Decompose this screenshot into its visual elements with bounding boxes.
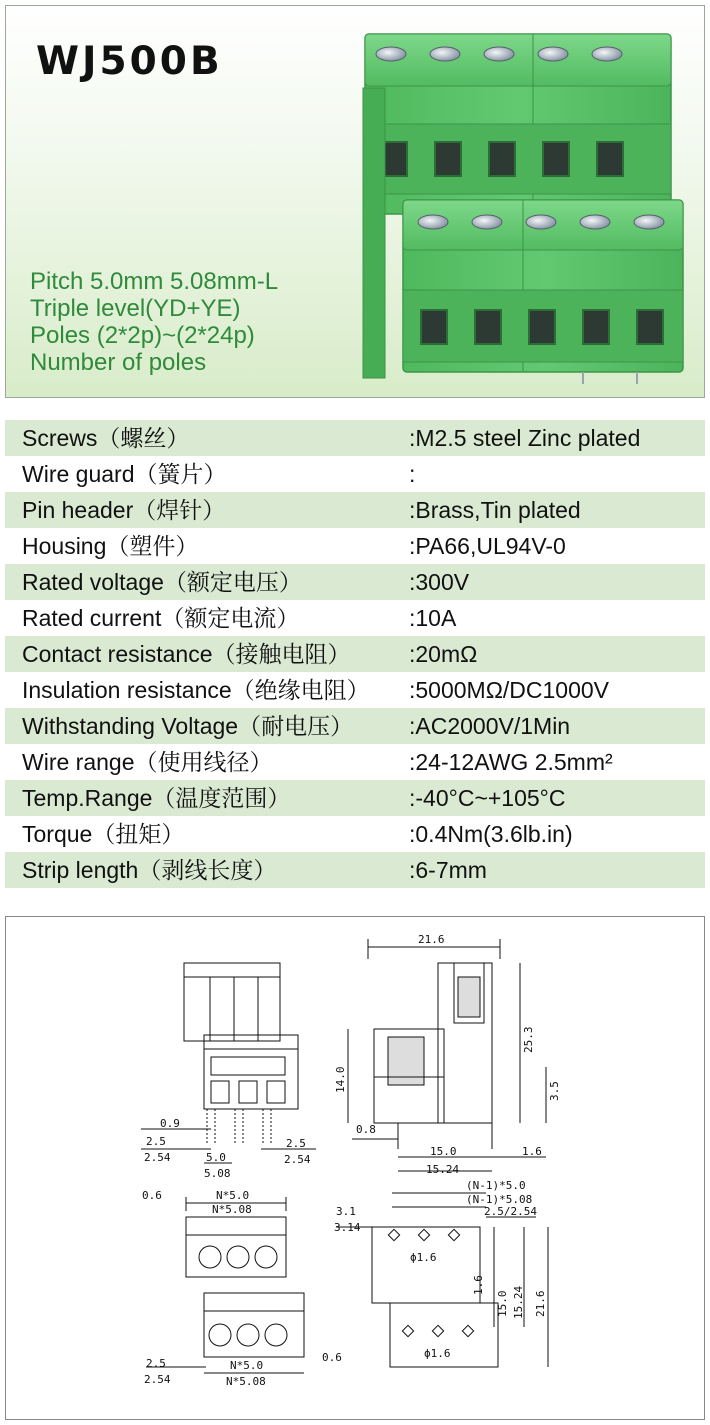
- spec-row: [5, 492, 705, 528]
- spec-value: :-40°C~+105°C: [409, 785, 566, 811]
- spec-label: Withstanding Voltage（耐电压）: [22, 713, 354, 739]
- dim-label: 14.0: [334, 1066, 347, 1093]
- spec-row: [5, 636, 705, 672]
- spec-value: :: [409, 461, 416, 487]
- model-title: WJ500B: [36, 39, 223, 84]
- lower-block: [403, 200, 683, 384]
- dim-label: N*5.0: [230, 1359, 264, 1372]
- dim-label: 21.6: [418, 933, 445, 946]
- spec-value: :24-12AWG 2.5mm²: [409, 749, 613, 775]
- spec-label: Strip length（剥线长度）: [22, 857, 277, 883]
- drawing-canvas: [6, 917, 706, 1421]
- technical-drawing: [5, 916, 705, 1420]
- spec-row: [5, 744, 705, 780]
- spec-row: [5, 456, 705, 492]
- dim-label: 3.1: [336, 1205, 356, 1218]
- dim-label: 0.8: [356, 1123, 376, 1136]
- spec-value: :20mΩ: [409, 641, 478, 667]
- solder-pins: [583, 372, 637, 384]
- dim-label: N*5.08: [226, 1375, 266, 1388]
- dim-label: 15.0: [430, 1145, 457, 1158]
- dim-label: 21.6: [534, 1290, 547, 1317]
- spec-value: :0.4Nm(3.6lb.in): [409, 821, 573, 847]
- dim-label: 2.5: [146, 1135, 166, 1148]
- spec-label: Torque（扭矩）: [22, 821, 185, 847]
- spec-label: Pin header（焊针）: [22, 497, 226, 523]
- feature-level: Triple level(YD+YE): [30, 295, 241, 322]
- spec-row: [5, 420, 705, 456]
- dim-label: ϕ1.6: [410, 1251, 437, 1264]
- feature-list: [30, 268, 278, 376]
- spec-value: :PA66,UL94V-0: [409, 533, 566, 559]
- spec-row: [5, 600, 705, 636]
- dim-label: 15.0: [496, 1290, 509, 1317]
- side-view: [348, 939, 546, 1171]
- spec-value: :5000MΩ/DC1000V: [409, 677, 610, 703]
- product-banner: [5, 5, 705, 398]
- dim-label: 0.9: [160, 1117, 180, 1130]
- dim-label: 3.5: [548, 1081, 561, 1101]
- feature-number-of-poles: Number of poles: [30, 349, 207, 376]
- dim-label: 2.54: [144, 1151, 171, 1164]
- dim-label: 5.08: [204, 1167, 231, 1180]
- feature-pitch: Pitch 5.0mm 5.08mm-L: [30, 268, 279, 295]
- spec-row: [5, 780, 705, 816]
- product-photo: [351, 28, 691, 388]
- dim-label: 15.24: [512, 1285, 525, 1319]
- dim-label: (N-1)*5.08: [466, 1193, 533, 1206]
- spec-label: Wire range（使用线径）: [22, 749, 273, 775]
- spec-label: Rated current（额定电流）: [22, 605, 300, 631]
- spec-value: :Brass,Tin plated: [409, 497, 581, 523]
- dim-label: 2.5: [286, 1137, 306, 1150]
- pcb-holes: [388, 1229, 473, 1336]
- dim-label: 2.54: [144, 1373, 171, 1386]
- feature-poles: Poles (2*2p)~(2*24p): [30, 322, 255, 349]
- spec-value: :M2.5 steel Zinc plated: [409, 425, 641, 451]
- dim-label: 25.3: [522, 1026, 535, 1053]
- spec-row: [5, 564, 705, 600]
- front-view: [141, 963, 316, 1163]
- spec-label: Temp.Range（温度范围）: [22, 785, 291, 811]
- dim-label: 2.5/2.54: [484, 1205, 537, 1218]
- dim-label: 2.5: [146, 1357, 166, 1370]
- dim-label: 5.0: [206, 1151, 226, 1164]
- dim-label: 15.24: [426, 1163, 460, 1176]
- dim-label: 2.54: [284, 1153, 311, 1166]
- pcb-layout: [336, 1193, 548, 1367]
- dim-label: ϕ1.6: [424, 1347, 451, 1360]
- dim-label: 0.6: [142, 1189, 162, 1202]
- top-view: [146, 1197, 304, 1373]
- spec-label: Housing（塑件）: [22, 533, 199, 559]
- spec-row: [5, 708, 705, 744]
- spec-value: :AC2000V/1Min: [409, 713, 571, 739]
- spec-label: Wire guard（簧片）: [22, 461, 227, 487]
- spec-value: :6-7mm: [409, 857, 487, 883]
- dim-label: 0.6: [322, 1351, 342, 1364]
- spec-label: Screws（螺丝）: [22, 425, 190, 451]
- spec-value: :10A: [409, 605, 457, 631]
- dim-label: N*5.08: [212, 1203, 252, 1216]
- spec-row: [5, 852, 705, 888]
- spec-row: [5, 816, 705, 852]
- spec-row: [5, 672, 705, 708]
- spec-label: Insulation resistance（绝缘电阻）: [22, 677, 370, 703]
- dim-label: 1.6: [472, 1275, 485, 1295]
- spec-row: [5, 528, 705, 564]
- spec-label: Rated voltage（额定电压）: [22, 569, 302, 595]
- dim-label: N*5.0: [216, 1189, 250, 1202]
- spec-value: :300V: [409, 569, 470, 595]
- spec-label: Contact resistance（接触电阻）: [22, 641, 351, 667]
- dim-label: (N-1)*5.0: [466, 1179, 526, 1192]
- dim-label: 1.6: [522, 1145, 542, 1158]
- spec-table: [5, 420, 705, 888]
- dim-label: 3.14: [334, 1221, 361, 1234]
